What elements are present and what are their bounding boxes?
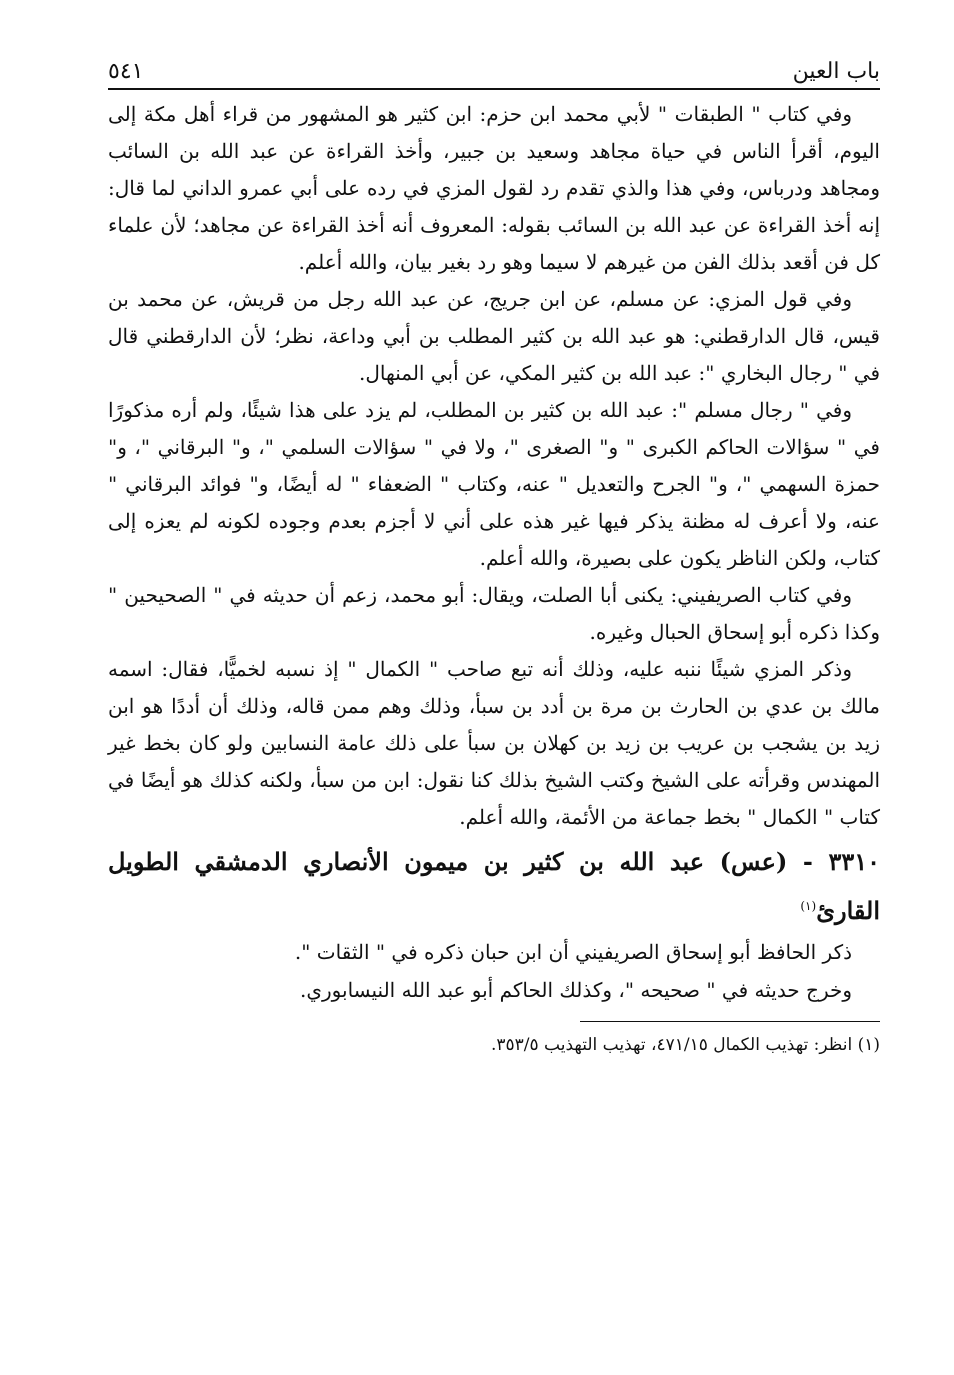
paragraph: وذكر المزي شيئًا ننبه عليه، وذلك أنه تبع صاحب " الكمال " إذ نسبه لخميًّا، فقال: اسمه مالك بن عدي بن الحارث بن مرة بن أدد بن سبأ، وذلك وهم ممن قاله، وذلك أن أددًا هو ابن زيد بن يشجب بن عريب بن زيد بن كهلان بن سبأ على ذلك عامة النسابين ولو كان بخط غير المهندس وقرأته على الشيخ وكتب الشيخ بذلك كنا نقول: ابن من سبأ، ولكنه كذلك هو أيضًا في كتاب " الكمال " بخط جماعة من الأئمة، والله أعلم. (108, 657, 880, 829)
footnote-divider (580, 1021, 880, 1022)
paragraph: وفي " رجال مسلم ": عبد الله بن كثير بن المطلب، لم يزد على هذا شيئًا، ولم أره مذكورًا في " سؤالات الحاكم الكبرى " و" الصغرى "، ولا في " سؤالات السلمي "، و" البرقاني "، و" حمزة السهمي "، و" الجرح والتعديل " عنه، وكتاب " الضعفاء " له أيضًا، و" فوائد البرقاني " عنه، ولا أعرف له مظنة يذكر فيها غير هذه على أني لا أجزم بعدم وجوده لكونه لم يعزه إلى كتاب، ولكن الناظر يكون على بصيرة، والله أعلم. (108, 398, 880, 570)
entry-line: وخرج حديثه في " صحيحه "، وكذلك الحاكم أبو عبد الله النيسابوري. (300, 978, 852, 1002)
paragraph: وفي كتاب " الطبقات " لأبي محمد ابن حزم: ابن كثير هو المشهور من قراء أهل مكة إلى اليوم، أقرأ الناس في حياة مجاهد وسعيد بن جبير، وأخذ القراءة عن عبد الله بن السائب ومجاهد ودرباس، وفي هذا والذي تقدم رد لقول المزي في رده على أبي عمرو الداني لما قال: إنه أخذ القراءة عن عبد الله بن السائب بقوله: المعروف أنه أخذ القراءة عن مجاهد؛ لأن علماء كل فن أقعد بذلك الفن من غيرهم لا سيما وهو رد بغير بيان، والله أعلم. (108, 102, 880, 274)
footnote-marker[interactable]: (١) (800, 899, 817, 913)
paragraph: وفي كتاب الصريفيني: يكنى أبا الصلت، ويقال: أبو محمد، زعم أن حديثه في " الصحيحين " وكذا ذكره أبو إسحاق الحبال وغيره. (108, 583, 880, 644)
page (108, 50, 880, 1060)
entry-heading-text: ٣٣١٠ - (عس) عبد الله بن كثير بن ميمون الأنصاري الدمشقي الطويل القارئ (108, 847, 880, 925)
entry-heading (108, 840, 880, 933)
main-text (108, 96, 880, 1060)
entry-line: ذكر الحافظ أبو إسحاق الصريفيني أن ابن حبان ذكره في " الثقات ". (294, 940, 852, 964)
paragraph: وفي قول المزي: عن مسلم، عن ابن جريج، عن عبد الله رجل من قريش، عن محمد بن قيس، قال الدارقطني: هو عبد الله بن كثير المطلب بن أبي وداعة، نظر؛ لأن الدارقطني قال في " رجال البخاري ": عبد الله بن كثير المكي، عن أبي المنهال. (108, 287, 880, 385)
running-header (108, 50, 880, 90)
chapter-title: باب العين (792, 59, 880, 84)
page-number: ٥٤١ (108, 59, 144, 84)
footnote: (١) انظر: تهذيب الكمال ٤٧١/١٥، تهذيب التهذيب ٣٥٣/٥. (490, 1035, 880, 1055)
